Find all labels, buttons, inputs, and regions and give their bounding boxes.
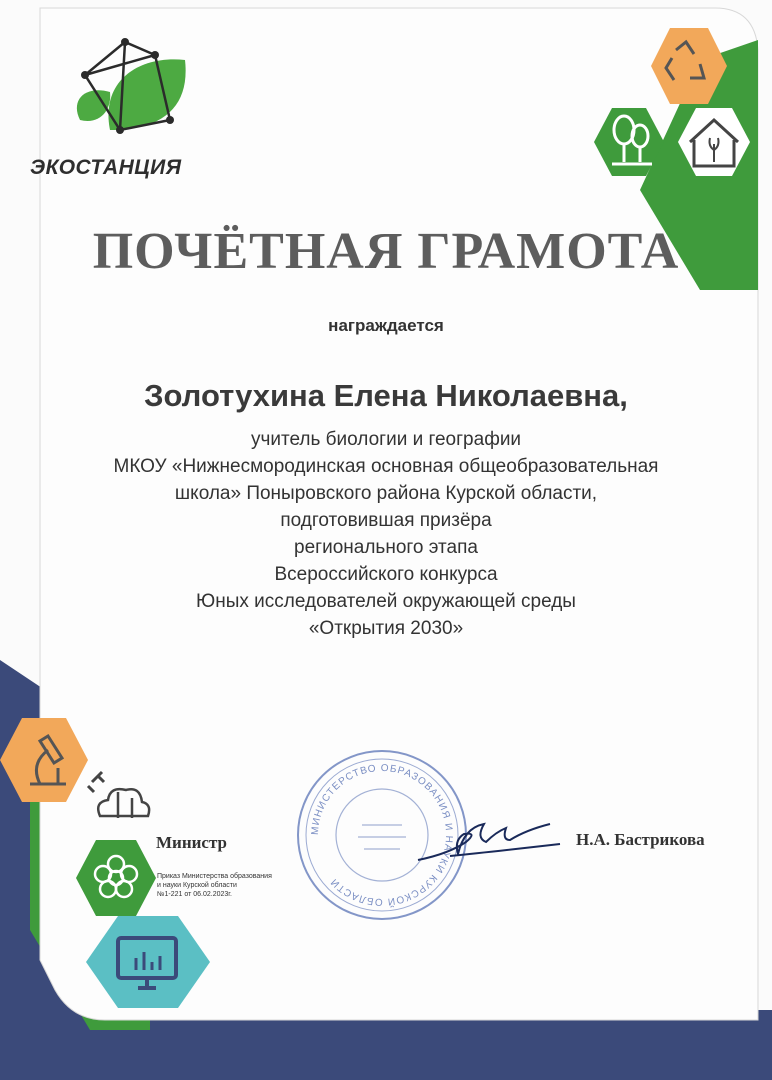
signature <box>410 810 580 880</box>
body-line: подготовившая призёра <box>280 510 492 531</box>
minister-label: Министр <box>156 833 227 852</box>
body-line: учитель биологии и географии <box>250 429 522 450</box>
body-line: школа» Поныровского района Курской области, <box>174 483 598 504</box>
microscope-icon <box>0 718 88 802</box>
signer-name: Н.А. Бастрикова <box>576 830 705 849</box>
certificate-title: ПОЧЁТНАЯ ГРАМОТА <box>92 223 680 280</box>
top-right-icons <box>590 20 770 190</box>
satellite-cloud-icon <box>88 772 149 818</box>
body-line: «Открытия 2030» <box>308 618 464 639</box>
order-line: и науки Курской области <box>157 882 237 889</box>
seal-text: МИНИСТЕРСТВО ОБРАЗОВАНИЯ И НАУКИ КУРСКОЙ ОБЛАСТИ <box>309 762 455 908</box>
awarded-label: награждается <box>328 316 444 335</box>
flower-icon <box>76 840 156 916</box>
trees-icon <box>594 108 664 176</box>
logo-text: ЭКОСТАНЦИЯ <box>30 156 182 179</box>
certificate-body <box>60 426 712 642</box>
order-text <box>157 872 307 899</box>
monitor-chart-icon <box>86 916 210 1008</box>
ecostation-logo <box>60 30 200 160</box>
body-line: Юных исследователей окружающей среды <box>196 591 576 612</box>
recipient-name: Золотухина Елена Николаевна, <box>144 378 628 413</box>
bottom-left-icons <box>0 712 215 1012</box>
body-line: Всероссийского конкурса <box>274 564 498 585</box>
body-line: регионального этапа <box>294 537 478 558</box>
recycle-icon <box>651 28 727 104</box>
body-line: МКОУ «Нижнесмородинская основная общеобразовательная <box>113 456 659 477</box>
order-line: Приказ Министерства образования <box>157 873 272 880</box>
order-line: №1-221 от 06.02.2023г. <box>157 891 232 898</box>
eco-house-icon <box>678 108 750 176</box>
